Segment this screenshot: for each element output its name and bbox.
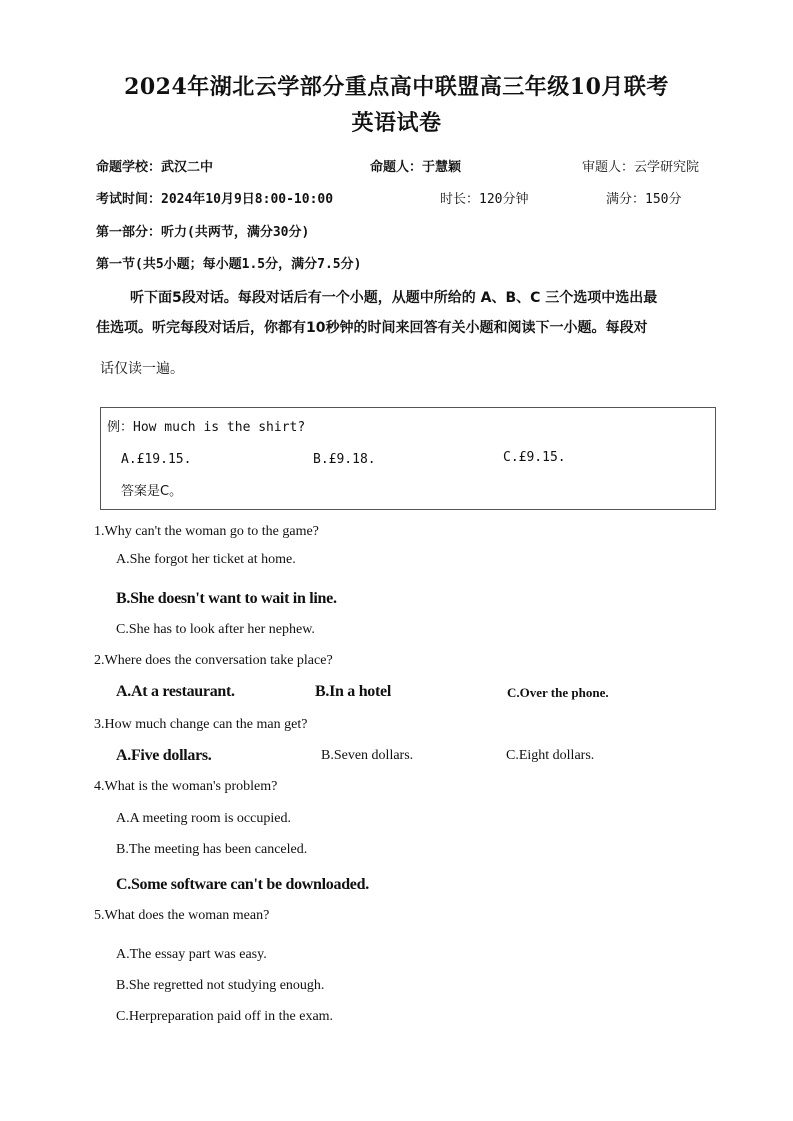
question-1-option-c: C.She has to look after her nephew. xyxy=(116,622,315,637)
question-4-option-c: C.Some software can't be downloaded. xyxy=(116,876,369,893)
question-5-stem: 5.What does the woman mean? xyxy=(94,908,270,923)
question-2-option-c: C.Over the phone. xyxy=(507,685,609,700)
exam-subject: 英语试卷 xyxy=(351,110,442,136)
question-4-stem: 4.What is the woman's problem? xyxy=(94,779,278,794)
exam-time: 考试时间：2024年10月9日8:00-10:00 xyxy=(96,192,334,207)
question-1-stem: 1.Why can't the woman go to the game? xyxy=(94,524,319,539)
reviewer: 审题人：云学研究院 xyxy=(582,160,700,175)
example-answer: 答案是C。 xyxy=(121,484,183,499)
question-2-option-a: A.At a restaurant. xyxy=(116,683,235,700)
question-setter: 命题人：于慧颖 xyxy=(370,160,462,175)
question-5-option-c: C.Herpreparation paid off in the exam. xyxy=(116,1009,334,1024)
example-option-c: C.£9.15. xyxy=(503,450,566,465)
example-option-b: B.£9.18. xyxy=(313,452,376,467)
exam-title: 2024年湖北云学部分重点高中联盟高三年级10月联考 xyxy=(124,74,669,100)
instruction-line-1: 听下面5段对话。每段对话后有一个小题，从题中所给的 A、B、C 三个选项中选出最 xyxy=(130,290,658,306)
question-3-option-a: A.Five dollars. xyxy=(116,747,212,764)
example-question: 例：How much is the shirt? xyxy=(107,420,306,435)
question-3-stem: 3.How much change can the man get? xyxy=(94,717,308,732)
section-heading: 第一节(共5小题；每小题1.5分，满分7.5分) xyxy=(96,257,362,272)
question-1-option-b: B.She doesn't want to wait in line. xyxy=(116,590,337,607)
question-4-option-a: A.A meeting room is occupied. xyxy=(116,811,291,826)
full-score: 满分：150分 xyxy=(606,192,682,207)
instruction-line-3: 话仅读一遍。 xyxy=(100,361,184,377)
question-3-option-c: C.Eight dollars. xyxy=(506,748,595,763)
setting-school: 命题学校：武汉二中 xyxy=(96,160,214,175)
question-3-option-b: B.Seven dollars. xyxy=(321,748,414,763)
example-option-a: A.£19.15. xyxy=(121,452,192,467)
question-5-option-b: B.She regretted not studying enough. xyxy=(116,978,325,993)
question-4-option-b: B.The meeting has been canceled. xyxy=(116,842,308,857)
instruction-line-2: 佳选项。听完每段对话后，你都有10秒钟的时间来回答有关小题和阅读下一小题。每段对 xyxy=(96,320,648,336)
question-5-option-a: A.The essay part was easy. xyxy=(116,947,267,962)
question-1-option-a: A.She forgot her ticket at home. xyxy=(116,552,296,567)
question-2-option-b: B.In a hotel xyxy=(315,683,391,700)
exam-duration: 时长：120分钟 xyxy=(440,192,529,207)
question-2-stem: 2.Where does the conversation take place? xyxy=(94,653,333,668)
part-heading: 第一部分：听力(共两节，满分30分) xyxy=(96,225,310,240)
